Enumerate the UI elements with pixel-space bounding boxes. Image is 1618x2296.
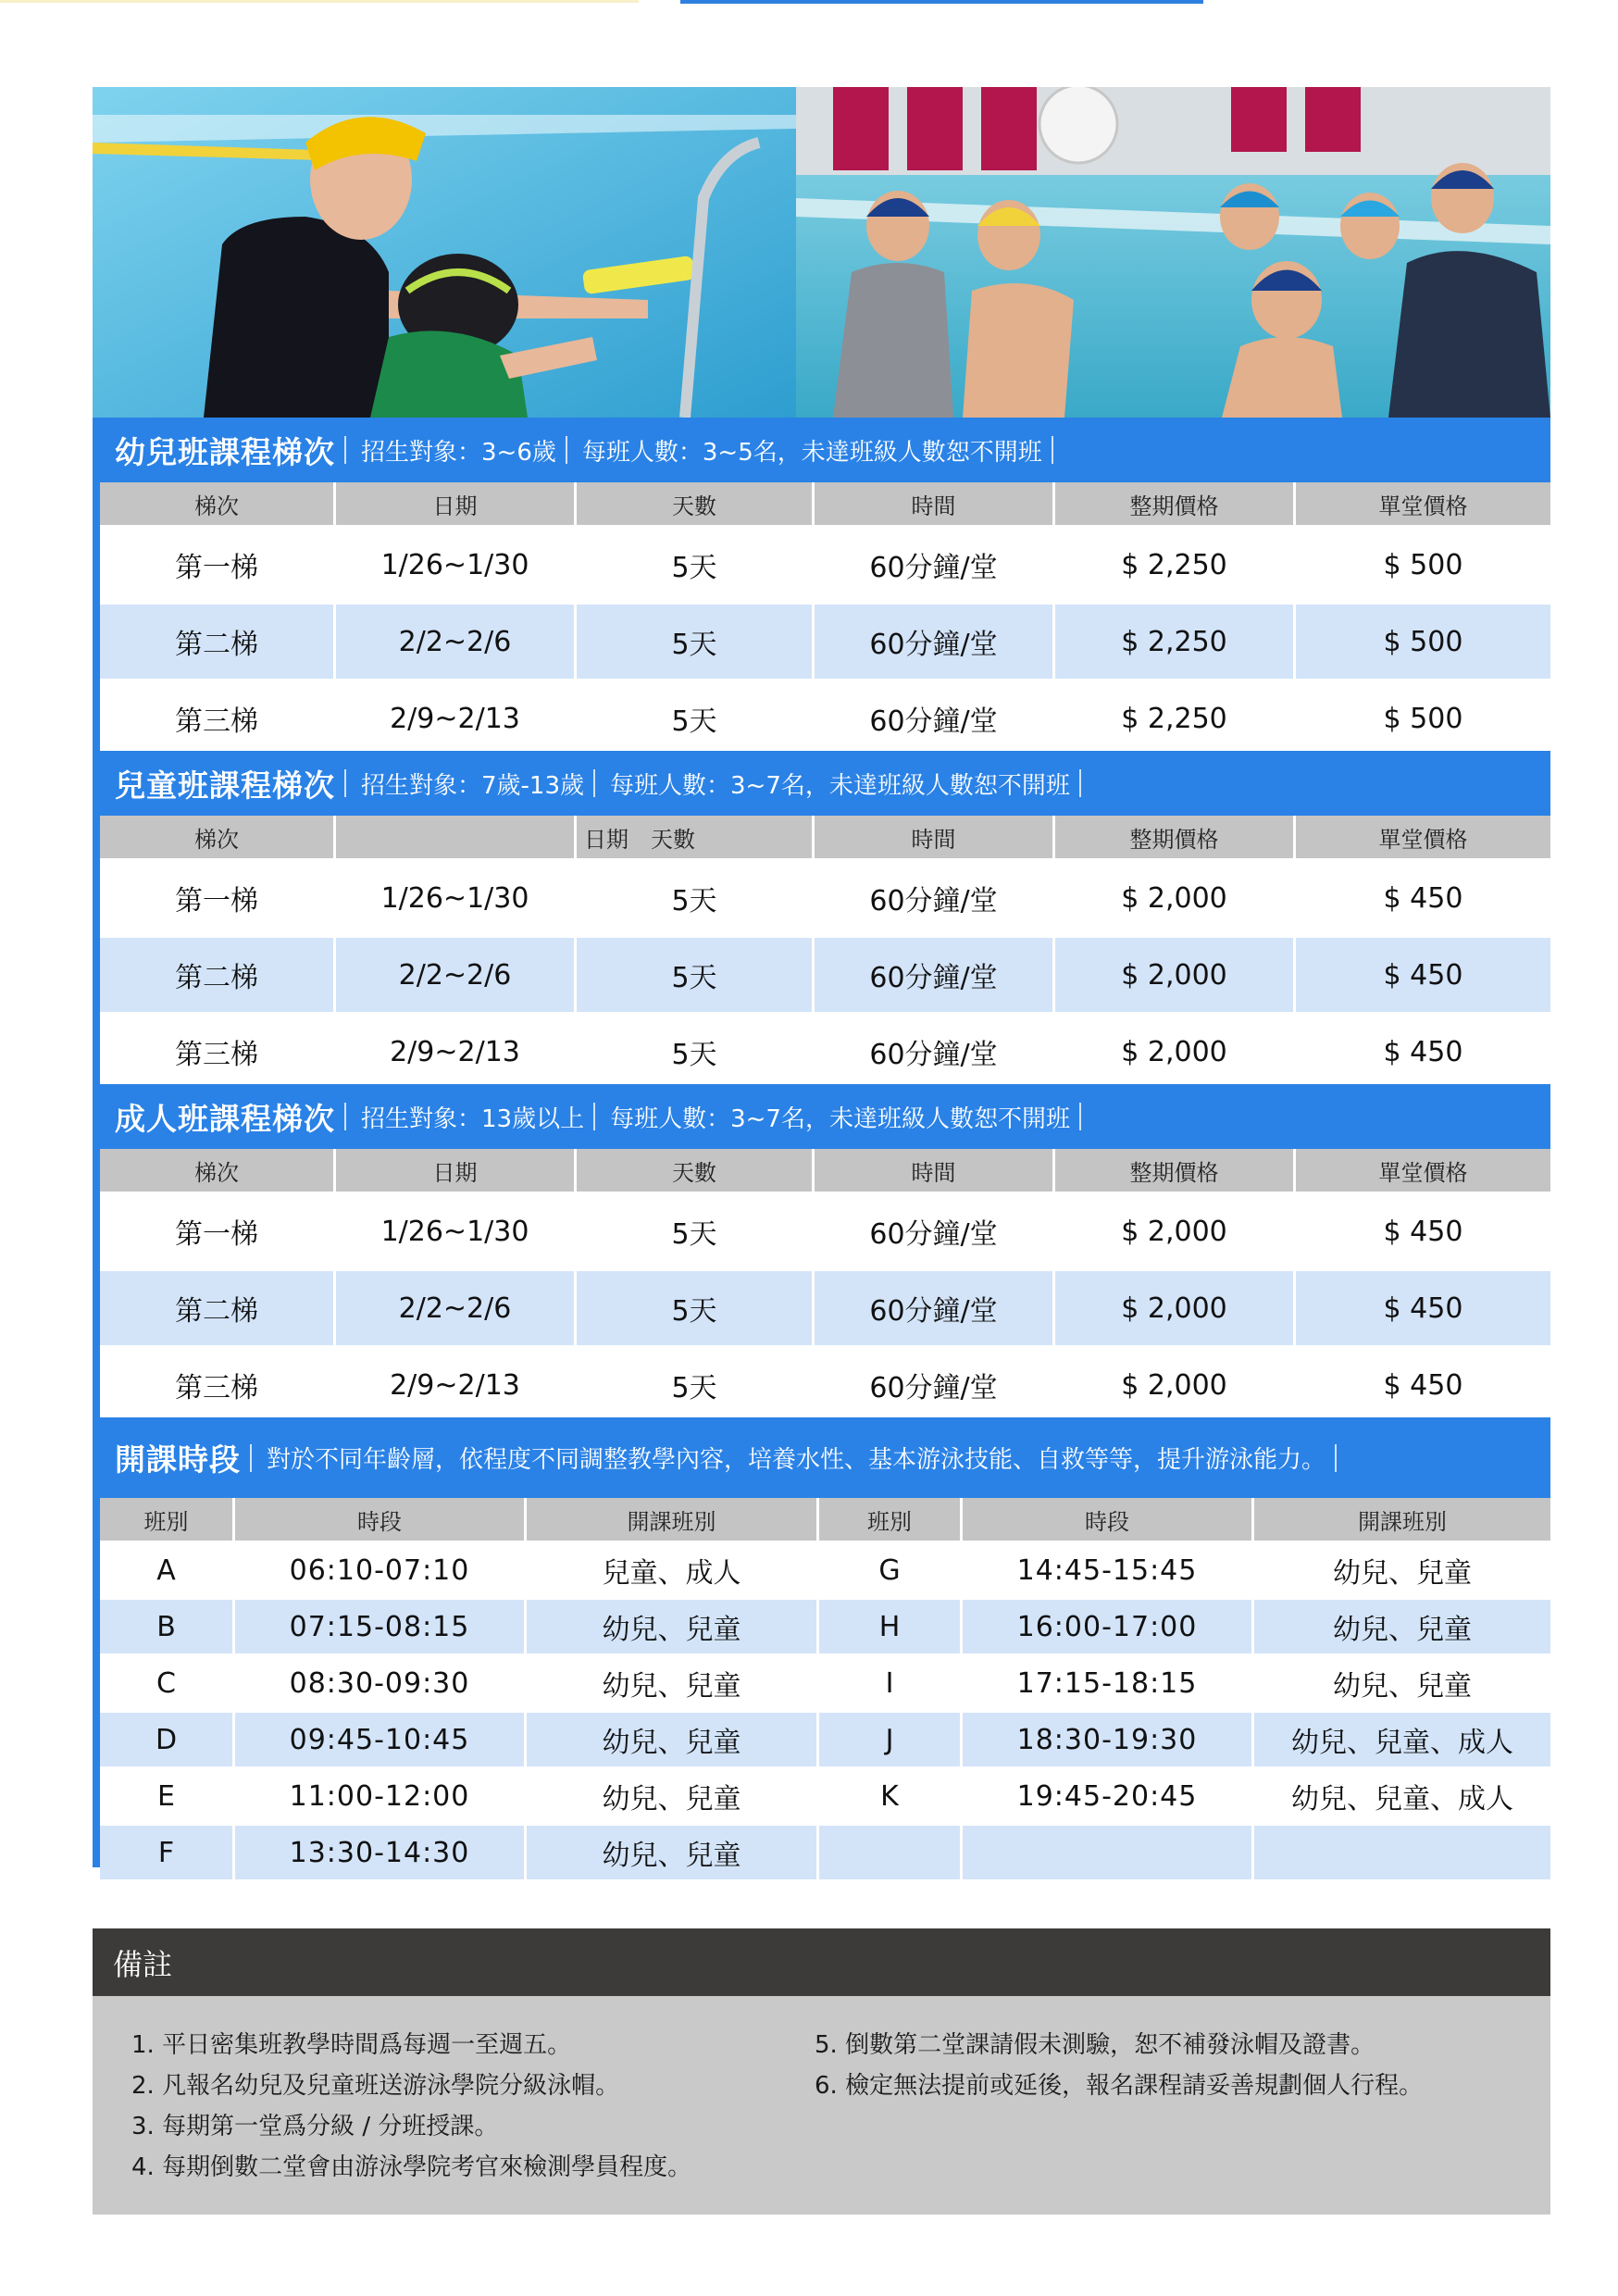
col-header: 時段 <box>963 1498 1254 1541</box>
cell-class-code: K <box>819 1766 963 1823</box>
infant-course-header <box>93 418 1550 482</box>
child-course-target: 招生對象：7歲-13歲 <box>361 771 585 800</box>
divider <box>344 1103 346 1130</box>
cell-class-types: 幼兒、兒童 <box>1254 1653 1550 1710</box>
schedule-title: 開課時段 <box>115 1441 241 1478</box>
cell-term: 第二梯 <box>100 935 336 1012</box>
cell-time: 60分鐘/堂 <box>815 679 1055 755</box>
cell-class-types: 幼兒、兒童、成人 <box>1254 1766 1550 1823</box>
col-header: 單堂價格 <box>1296 1149 1550 1192</box>
cell-class-types: 幼兒、兒童、成人 <box>1254 1710 1550 1766</box>
cell-class-code: E <box>100 1766 235 1823</box>
cell-date: 2/2~2/6 <box>336 935 577 1012</box>
col-header: 整期價格 <box>1055 482 1296 525</box>
cell-time-slot <box>963 1823 1254 1879</box>
col-header: 時間 <box>815 482 1055 525</box>
table-header-row <box>100 1498 1550 1541</box>
cell-days: 5天 <box>577 1012 815 1089</box>
cell-class-code: D <box>100 1710 235 1766</box>
cell-term: 第一梯 <box>100 525 336 602</box>
cell-date: 2/9~2/13 <box>336 679 577 755</box>
cell-single-price: $ 450 <box>1296 1268 1550 1345</box>
cell-date: 2/9~2/13 <box>336 1012 577 1089</box>
table-row <box>100 1268 1550 1345</box>
cell-class-types: 幼兒、兒童 <box>527 1710 819 1766</box>
cell-term: 第三梯 <box>100 1345 336 1422</box>
cell-time: 60分鐘/堂 <box>815 602 1055 679</box>
table-row <box>100 1541 1550 1597</box>
cell-time: 60分鐘/堂 <box>815 858 1055 935</box>
col-header: 時間 <box>815 816 1055 858</box>
cell-time-slot: 18:30-19:30 <box>963 1710 1254 1766</box>
cell-days: 5天 <box>577 858 815 935</box>
table-row <box>100 1012 1550 1089</box>
table-row <box>100 858 1550 935</box>
cell-time: 60分鐘/堂 <box>815 1192 1055 1268</box>
cell-single-price: $ 450 <box>1296 1192 1550 1268</box>
cell-full-price: $ 2,000 <box>1055 935 1296 1012</box>
swimming-lesson-photos <box>93 87 1550 418</box>
divider <box>566 436 567 464</box>
cell-class-code: H <box>819 1597 963 1653</box>
cell-time: 60分鐘/堂 <box>815 1268 1055 1345</box>
col-header: 整期價格 <box>1055 1149 1296 1192</box>
note-item: 5. 倒數第二堂課請假未測驗，恕不補發泳帽及證書。 <box>815 2031 1375 2059</box>
notes-panel <box>93 1996 1550 2215</box>
child-course-header <box>93 751 1550 816</box>
child-course-class-size: 每班人數：3~7名，未達班級人數恕不開班 <box>610 771 1070 800</box>
cell-single-price: $ 500 <box>1296 679 1550 755</box>
col-header: 梯次 <box>100 816 336 858</box>
table-row <box>100 1192 1550 1268</box>
table-row <box>100 525 1550 602</box>
col-header: 整期價格 <box>1055 816 1296 858</box>
child-course-title: 兒童班課程梯次 <box>115 767 335 804</box>
divider <box>1079 1103 1081 1130</box>
table-row <box>100 1710 1550 1766</box>
table-header-row <box>100 1149 1550 1192</box>
cell-time-slot: 09:45-10:45 <box>235 1710 527 1766</box>
cell-term: 第三梯 <box>100 1012 336 1089</box>
table-header-row <box>100 816 1550 858</box>
cell-time-slot: 06:10-07:10 <box>235 1541 527 1597</box>
table-row <box>100 1597 1550 1653</box>
cell-class-types: 幼兒、兒童 <box>1254 1597 1550 1653</box>
left-accent-rule <box>93 482 100 751</box>
divider <box>593 769 595 797</box>
col-header: 開課班別 <box>1254 1498 1550 1541</box>
table-row <box>100 1823 1550 1879</box>
cell-single-price: $ 450 <box>1296 935 1550 1012</box>
table-row <box>100 935 1550 1012</box>
cell-term: 第一梯 <box>100 858 336 935</box>
cell-term: 第二梯 <box>100 602 336 679</box>
infant-course-title: 幼兒班課程梯次 <box>115 433 335 470</box>
cell-class-types: 幼兒、兒童 <box>527 1766 819 1823</box>
cell-time: 60分鐘/堂 <box>815 1012 1055 1089</box>
hero-photo-banner <box>93 87 1550 418</box>
divider <box>344 769 346 797</box>
adult-course-class-size: 每班人數：3~7名，未達班級人數恕不開班 <box>610 1104 1070 1133</box>
note-item: 2. 凡報名幼兒及兒童班送游泳學院分級泳帽。 <box>131 2072 620 2100</box>
cell-full-price: $ 2,000 <box>1055 1192 1296 1268</box>
cell-single-price: $ 500 <box>1296 525 1550 602</box>
col-header: 單堂價格 <box>1296 482 1550 525</box>
top-blue-strip <box>680 0 1203 4</box>
schedule-table <box>100 1498 1550 1879</box>
cell-date: 1/26~1/30 <box>336 858 577 935</box>
cell-full-price: $ 2,000 <box>1055 1345 1296 1422</box>
infant-course-table <box>100 482 1550 755</box>
adult-course-target: 招生對象：13歲以上 <box>361 1104 585 1133</box>
cell-time-slot: 14:45-15:45 <box>963 1541 1254 1597</box>
cell-date: 1/26~1/30 <box>336 525 577 602</box>
cell-class-types: 幼兒、兒童 <box>527 1597 819 1653</box>
left-accent-rule <box>93 1498 100 1867</box>
divider <box>1079 769 1081 797</box>
cell-class-types <box>1254 1823 1550 1879</box>
cell-class-code: C <box>100 1653 235 1710</box>
cell-full-price: $ 2,000 <box>1055 1268 1296 1345</box>
cell-full-price: $ 2,250 <box>1055 602 1296 679</box>
cell-single-price: $ 450 <box>1296 1345 1550 1422</box>
cell-full-price: $ 2,000 <box>1055 858 1296 935</box>
col-header: 時段 <box>235 1498 527 1541</box>
table-row <box>100 1653 1550 1710</box>
cell-time-slot: 16:00-17:00 <box>963 1597 1254 1653</box>
adult-course-table <box>100 1149 1550 1422</box>
cell-class-types: 幼兒、兒童 <box>527 1653 819 1710</box>
cell-class-code: F <box>100 1823 235 1879</box>
cell-class-types: 幼兒、兒童 <box>1254 1541 1550 1597</box>
top-accent-strip <box>0 0 639 3</box>
infant-course-class-size: 每班人數：3~5名，未達班級人數恕不開班 <box>581 438 1042 467</box>
table-header-row <box>100 482 1550 525</box>
cell-class-code: G <box>819 1541 963 1597</box>
cell-time-slot: 08:30-09:30 <box>235 1653 527 1710</box>
notes-header <box>93 1928 1550 1996</box>
col-header: 梯次 <box>100 1149 336 1192</box>
col-header: 天數 <box>577 1149 815 1192</box>
cell-date: 2/9~2/13 <box>336 1345 577 1422</box>
cell-date: 2/2~2/6 <box>336 1268 577 1345</box>
schedule-header <box>93 1417 1550 1498</box>
cell-full-price: $ 2,250 <box>1055 525 1296 602</box>
cell-term: 第二梯 <box>100 1268 336 1345</box>
schedule-description: 對於不同年齡層，依程度不同調整教學內容，培養水性、基本游泳技能、自救等等，提升游泳能力。 <box>267 1446 1326 1474</box>
note-item: 4. 每期倒數二堂會由游泳學院考官來檢測學員程度。 <box>131 2153 692 2181</box>
cell-time: 60分鐘/堂 <box>815 525 1055 602</box>
cell-term: 第一梯 <box>100 1192 336 1268</box>
divider <box>1335 1444 1337 1472</box>
cell-full-price: $ 2,250 <box>1055 679 1296 755</box>
cell-days: 5天 <box>577 602 815 679</box>
cell-single-price: $ 450 <box>1296 858 1550 935</box>
col-header: 時間 <box>815 1149 1055 1192</box>
note-item: 1. 平日密集班教學時間爲每週一至週五。 <box>131 2031 572 2059</box>
notes-title: 備註 <box>113 1946 173 1982</box>
table-row <box>100 679 1550 755</box>
cell-class-code: A <box>100 1541 235 1597</box>
table-row <box>100 602 1550 679</box>
divider <box>344 436 346 464</box>
divider <box>593 1103 595 1130</box>
cell-time: 60分鐘/堂 <box>815 1345 1055 1422</box>
cell-class-code: J <box>819 1710 963 1766</box>
col-header: 日期 <box>336 1149 577 1192</box>
cell-days: 5天 <box>577 1192 815 1268</box>
cell-single-price: $ 500 <box>1296 602 1550 679</box>
cell-time-slot: 17:15-18:15 <box>963 1653 1254 1710</box>
col-header: 日期 天數 <box>577 816 815 858</box>
col-header: 單堂價格 <box>1296 816 1550 858</box>
left-accent-rule <box>93 1149 100 1417</box>
cell-days: 5天 <box>577 935 815 1012</box>
col-header: 開課班別 <box>527 1498 819 1541</box>
col-header: 梯次 <box>100 482 336 525</box>
cell-class-code: B <box>100 1597 235 1653</box>
divider <box>1052 436 1053 464</box>
note-item: 6. 檢定無法提前或延後，報名課程請妥善規劃個人行程。 <box>815 2072 1424 2100</box>
divider <box>250 1444 252 1472</box>
cell-time-slot: 07:15-08:15 <box>235 1597 527 1653</box>
cell-class-types: 兒童、成人 <box>527 1541 819 1597</box>
note-item: 3. 每期第一堂爲分級 / 分班授課。 <box>131 2113 499 2140</box>
col-header: 日期 <box>336 482 577 525</box>
cell-term: 第三梯 <box>100 679 336 755</box>
child-course-table <box>100 816 1550 1089</box>
cell-time-slot: 11:00-12:00 <box>235 1766 527 1823</box>
table-row <box>100 1345 1550 1422</box>
cell-full-price: $ 2,000 <box>1055 1012 1296 1089</box>
adult-course-header <box>93 1084 1550 1149</box>
cell-days: 5天 <box>577 1268 815 1345</box>
cell-class-types: 幼兒、兒童 <box>527 1823 819 1879</box>
left-accent-rule <box>93 816 100 1084</box>
cell-days: 5天 <box>577 525 815 602</box>
cell-single-price: $ 450 <box>1296 1012 1550 1089</box>
col-header: 班別 <box>819 1498 963 1541</box>
col-header <box>336 816 577 858</box>
col-header: 天數 <box>577 482 815 525</box>
cell-time: 60分鐘/堂 <box>815 935 1055 1012</box>
table-row <box>100 1766 1550 1823</box>
cell-time-slot: 13:30-14:30 <box>235 1823 527 1879</box>
col-header: 班別 <box>100 1498 235 1541</box>
cell-class-code <box>819 1823 963 1879</box>
cell-time-slot: 19:45-20:45 <box>963 1766 1254 1823</box>
cell-date: 1/26~1/30 <box>336 1192 577 1268</box>
infant-course-target: 招生對象：3~6歲 <box>361 438 556 467</box>
cell-days: 5天 <box>577 1345 815 1422</box>
adult-course-title: 成人班課程梯次 <box>115 1100 335 1137</box>
cell-date: 2/2~2/6 <box>336 602 577 679</box>
cell-days: 5天 <box>577 679 815 755</box>
cell-class-code: I <box>819 1653 963 1710</box>
